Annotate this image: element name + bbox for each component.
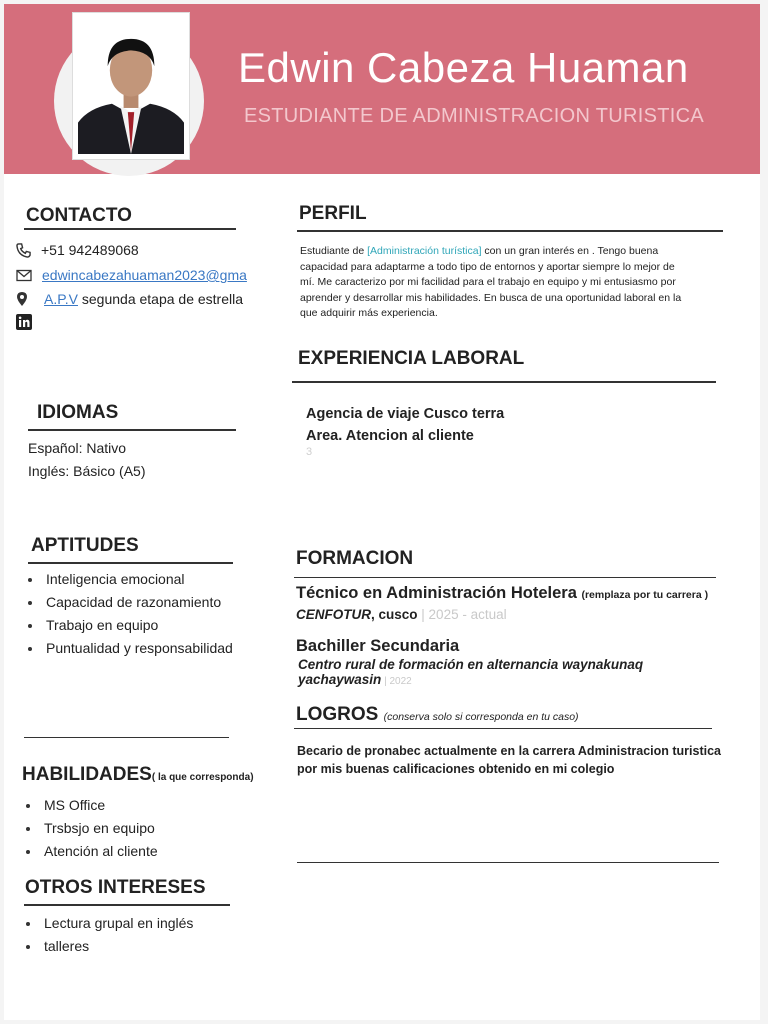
contact-linkedin <box>16 314 32 330</box>
languages-heading: IDIOMAS <box>37 402 119 423</box>
list-item <box>26 614 233 637</box>
job-title: ESTUDIANTE DE ADMINISTRACION TURISTICA <box>244 105 704 127</box>
achievement-line-2: por mis buenas calificaciones obtenido en mi colegio <box>297 762 615 776</box>
school-2-name-end: yachaywasin <box>298 672 382 687</box>
interests-divider <box>24 904 230 906</box>
degree-title <box>296 584 708 603</box>
address-link[interactable]: A.P.V <box>44 291 78 307</box>
separator: | <box>381 676 390 687</box>
linkedin-icon[interactable] <box>16 314 32 330</box>
contact-address <box>16 291 243 307</box>
profile-placeholder: [Administración turística] <box>367 245 482 257</box>
achievement-line-1: Becario de pronabec actualmente en la carrera Administracion turistica <box>297 744 721 758</box>
degree-1-name: Técnico en Administración Hotelera <box>296 584 577 602</box>
list-item <box>24 794 158 817</box>
experience-role: Area. Atencion al cliente <box>306 428 474 444</box>
phone-icon <box>16 243 31 258</box>
email-link[interactable]: edwincabezahuaman2023@gma <box>42 267 247 283</box>
contact-heading: CONTACTO <box>26 205 132 226</box>
interests-heading: OTROS INTERESES <box>25 877 206 898</box>
bullet-icon <box>26 827 30 831</box>
abilities-note: ( la que corresponda) <box>151 772 254 783</box>
profile-photo <box>72 12 190 160</box>
bullet-icon <box>28 601 32 605</box>
language-item: Español: Nativo <box>28 440 127 456</box>
contact-email <box>16 267 247 283</box>
experience-divider <box>292 381 716 383</box>
list-item <box>24 935 193 958</box>
bullet-icon <box>28 647 32 651</box>
profile-text-end: con un gran interés en . Tengo buena capacidad para adaptarme a todo tipo de entornos y aportar siempre lo mejor de mí. Me caracterizo por mi facilidad para el trabajo en equipo y mi entusiasmo por aprender y desarrollar mis habilidades. En busca de una oportunidad laboral en la que adquirir más experiencia. <box>300 245 682 319</box>
contact-phone <box>16 242 139 258</box>
location-pin-icon <box>16 291 28 307</box>
bottom-divider <box>297 862 719 863</box>
list-item <box>24 840 158 863</box>
ability-label: Atención al cliente <box>44 843 158 859</box>
abilities-top-divider <box>24 737 229 738</box>
ability-label: Trsbsjo en equipo <box>44 820 155 836</box>
bullet-icon <box>28 624 32 628</box>
list-item <box>26 637 233 660</box>
languages-divider <box>28 429 236 431</box>
experience-dates: 3 <box>306 446 313 458</box>
experience-company: Agencia de viaje Cusco terra <box>306 406 505 422</box>
school-2-line-2 <box>298 672 412 687</box>
school-1-city: , cusco <box>371 607 418 622</box>
ability-label: MS Office <box>44 797 106 813</box>
education-divider <box>294 577 716 578</box>
abilities-heading <box>22 764 254 786</box>
achievements-heading <box>296 704 579 726</box>
list-item <box>24 817 158 840</box>
bullet-icon <box>28 578 32 582</box>
education-heading: FORMACION <box>296 548 414 569</box>
phone-number: +51 942489068 <box>41 242 139 258</box>
interest-label: Lectura grupal en inglés <box>44 915 194 931</box>
experience-heading: EXPERIENCIA LABORAL <box>298 348 525 369</box>
school-2-line-1: Centro rural de formación en alternancia waynakunaq <box>298 657 644 672</box>
degree-1-school <box>296 607 507 622</box>
bullet-icon <box>26 804 30 808</box>
skill-label: Trabajo en equipo <box>46 617 159 633</box>
profile-text <box>300 244 690 322</box>
school-1-dates: 2025 - actual <box>428 607 507 622</box>
degree-1-note: (remplaza por tu carrera ) <box>581 589 709 601</box>
profile-text-start: Estudiante de <box>300 245 368 257</box>
bullet-icon <box>26 945 30 949</box>
skill-label: Capacidad de razonamiento <box>46 594 222 610</box>
achievements-divider <box>294 728 712 729</box>
skills-heading: APTITUDES <box>31 535 139 556</box>
contact-divider <box>24 228 236 230</box>
achievements-heading-text: LOGROS <box>296 704 379 725</box>
bullet-icon <box>26 850 30 854</box>
abilities-list <box>24 794 158 863</box>
skill-label: Puntualidad y responsabilidad <box>46 640 233 656</box>
list-item <box>26 591 233 614</box>
skill-label: Inteligencia emocional <box>46 571 185 587</box>
profile-divider <box>297 230 723 232</box>
abilities-heading-text: HABILIDADES <box>22 764 152 785</box>
resume-page <box>4 4 760 1020</box>
list-item <box>24 912 193 935</box>
header-banner <box>4 4 760 174</box>
achievements-note: (conserva solo si corresponda en tu caso) <box>383 711 579 723</box>
bullet-icon <box>26 922 30 926</box>
skills-list <box>26 568 233 660</box>
degree-2-name: Bachiller Secundaria <box>296 637 460 655</box>
profile-heading: PERFIL <box>299 203 367 224</box>
school-1-name: CENFOTUR <box>296 607 371 622</box>
school-2-year: 2022 <box>389 676 412 687</box>
language-item: Inglés: Básico (A5) <box>28 463 146 479</box>
interests-list <box>24 912 193 958</box>
skills-divider <box>28 562 233 564</box>
mail-icon <box>16 269 32 282</box>
person-name: Edwin Cabeza Huaman <box>238 44 689 91</box>
interest-label: talleres <box>44 938 90 954</box>
separator: | <box>417 607 429 622</box>
list-item <box>26 568 233 591</box>
address-text: segunda etapa de estrella <box>78 291 244 307</box>
